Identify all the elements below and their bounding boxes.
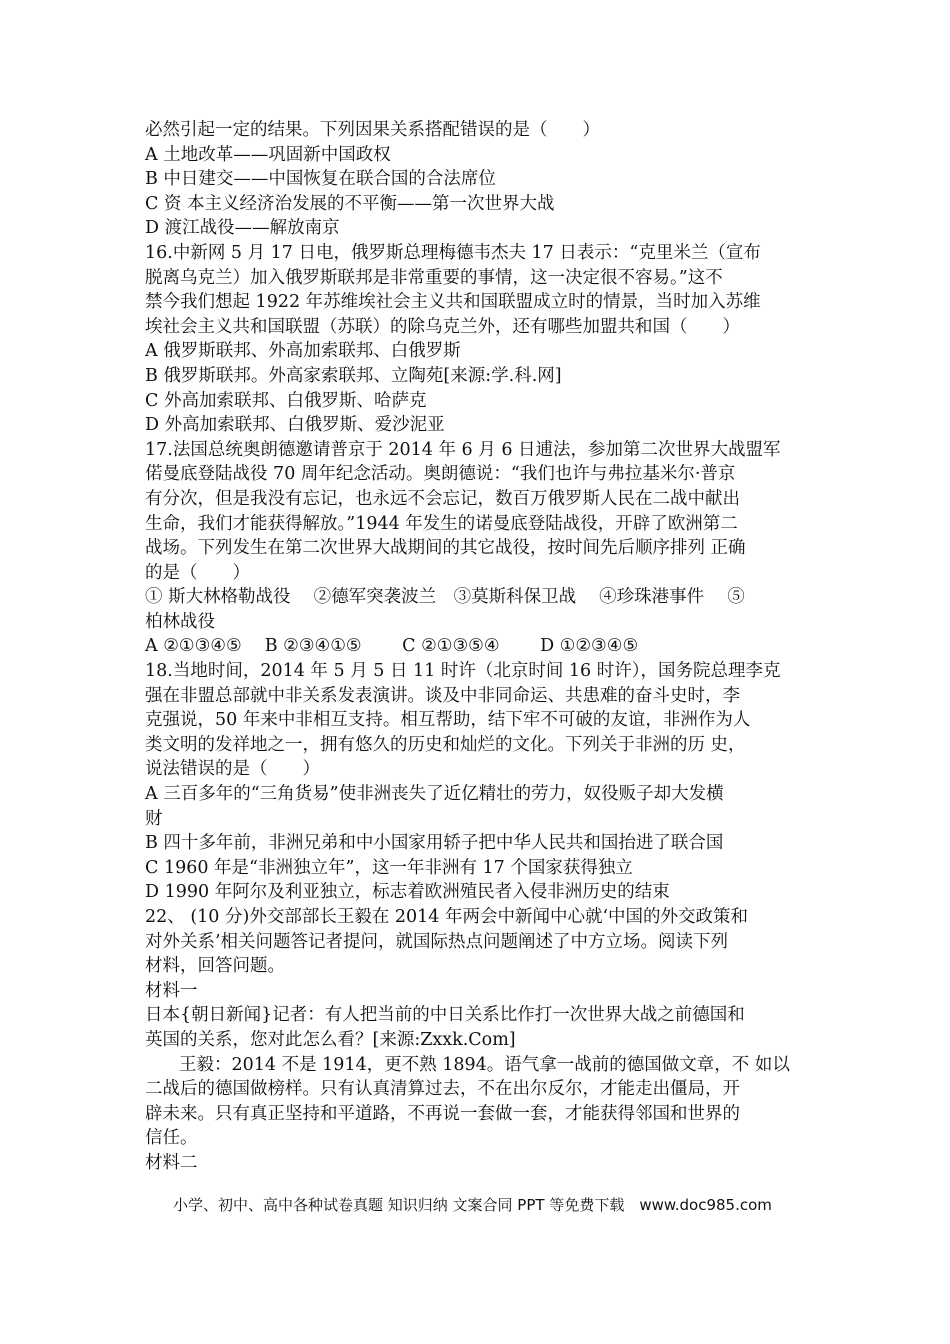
question-17-text: 偌曼底登陆战役 70 周年纪念活动。奥朗德说：“我们也许与弗拉基米尔·普京: [145, 464, 736, 485]
question-22-text: 材料，回答问题。: [145, 956, 285, 977]
answer-option: B 四十多年前，非洲兄弟和中小国家用轿子把中华人民共和国抬进了联合国: [145, 833, 724, 854]
question-18-text: 强在非盟总部就中非关系发表演讲。谈及中非同命运、共患难的奋斗史时，李: [145, 685, 740, 706]
answer-option: D 1990 年阿尔及利亚独立，标志着欧洲殖民者入侵非洲历史的结束: [145, 882, 670, 903]
answer-option: A 俄罗斯联邦、外高加索联邦、白俄罗斯: [145, 341, 461, 362]
material-text: 二战后的德国做榜样。只有认真清算过去，不在出尔反尔，才能走出僵局，开: [145, 1079, 740, 1100]
material-text: 辟未来。只有真正坚持和平道路，不再说一套做一套，才能获得邻国和世界的: [145, 1103, 740, 1124]
question-17-text: 有分次，但是我没有忘记，也永远不会忘记，数百万俄罗斯人民在二战中献出: [145, 488, 740, 509]
material-text: 王毅：2014 不是 1914，更不熟 1894。语气拿一战前的德国做文章，不 如以: [179, 1054, 790, 1075]
material-heading: 材料一: [145, 980, 198, 1001]
question-16-text: 埃社会主义共和国联盟（苏联）的除乌克兰外，还有哪些加盟共和国（ ）: [145, 316, 740, 337]
answer-option: C 外高加索联邦、白俄罗斯、哈萨克: [145, 390, 427, 411]
answer-option: D 外高加索联邦、白俄罗斯、爱沙泥亚: [145, 415, 445, 436]
document-body: [145, 118, 813, 1176]
page-footer: 小学、初中、高中各种试卷真题 知识归纳 文案合同 PPT 等免费下载 www.doc985.com: [173, 1196, 772, 1214]
answer-option: D 渡江战役——解放南京: [145, 218, 340, 239]
question-22-text: 22、 (10 分)外交部部长王毅在 2014 年两会中新闻中心就‘中国的外交政策和: [145, 907, 749, 927]
material-text: 日本{朝日新闻}记者：有人把当前的中日关系比作打一次世界大战之前德国和: [145, 1005, 745, 1026]
question-16-text: 脱离乌克兰）加入俄罗斯联邦是非常重要的事情，这一决定很不容易。”这不: [145, 267, 723, 288]
question-22-text: 对外关系’相关问题答记者提问，就国际热点问题阐述了中方立场。阅读下列: [145, 931, 729, 952]
answer-option: C 资 本主义经济治发展的不平衡——第一次世界大战: [145, 193, 555, 214]
question-17-text: 的是（ ）: [145, 562, 250, 583]
question-18-text: 类文明的发祥地之一，拥有悠久的历史和灿烂的文化。下列关于非洲的历 史，: [145, 734, 746, 755]
answer-option: B 中日建交——中国恢复在联合国的合法席位: [145, 169, 496, 190]
question-18-text: 18.当地时间，2014 年 5 月 5 日 11 时许（北京时间 16 时许），国务院总理李克: [145, 661, 781, 682]
question-16-text: 禁今我们想起 1922 年苏维埃社会主义共和国联盟成立时的情景，当时加入苏维: [145, 292, 761, 313]
material-text: 英国的关系，您对此怎么看？[来源:Zxxk.Com]: [145, 1029, 516, 1050]
answer-option: A 土地改革——巩固新中国政权: [145, 144, 391, 165]
battle-list: ① 斯大林格勒战役 ②德军突袭波兰 ③莫斯科保卫战 ④珍珠港事件 ⑤: [145, 587, 745, 608]
material-text: 信任。: [145, 1128, 198, 1149]
text-line: 必然引起一定的结果。下列因果关系搭配错误的是（ ）: [145, 120, 600, 140]
battle-list: 柏林战役: [145, 611, 215, 632]
question-17-text: 战场。下列发生在第二次世界大战期间的其它战役，按时间先后顺序排列 正确: [145, 538, 746, 559]
answer-option: A 三百多年的“三角货易”使非洲丧失了近亿精壮的劳力，奴役贩子却大发横: [145, 784, 724, 805]
answer-option: C 1960 年是“非洲独立年”，这一年非洲有 17 个国家获得独立: [145, 857, 633, 878]
answer-options-row: A ②①③④⑤ B ②③④①⑤ C ②①③⑤④ D ①②③④⑤: [145, 636, 639, 657]
answer-option: B 俄罗斯联邦。外高家索联邦、立陶苑[来源:学.科.网]: [145, 365, 562, 386]
question-16-text: 16.中新网 5 月 17 日电，俄罗斯总理梅德韦杰夫 17 日表示：“克里米兰（宣布: [145, 242, 761, 263]
material-heading: 材料二: [145, 1152, 198, 1173]
question-17-text: 17.法国总统奥朗德邀请普京于 2014 年 6 月 6 日逋法，参加第二次世界大战盟军: [145, 439, 781, 460]
question-17-text: 生命，我们才能获得解放。”1944 年发生的诺曼底登陆战役，开辟了欧洲第二: [145, 513, 738, 534]
question-18-text: 说法错误的是（ ）: [145, 759, 320, 780]
question-18-text: 克强说，50 年来中非相互支持。相互帮助，结下牢不可破的友谊，非洲作为人: [145, 710, 751, 731]
answer-option: 财: [145, 808, 163, 829]
